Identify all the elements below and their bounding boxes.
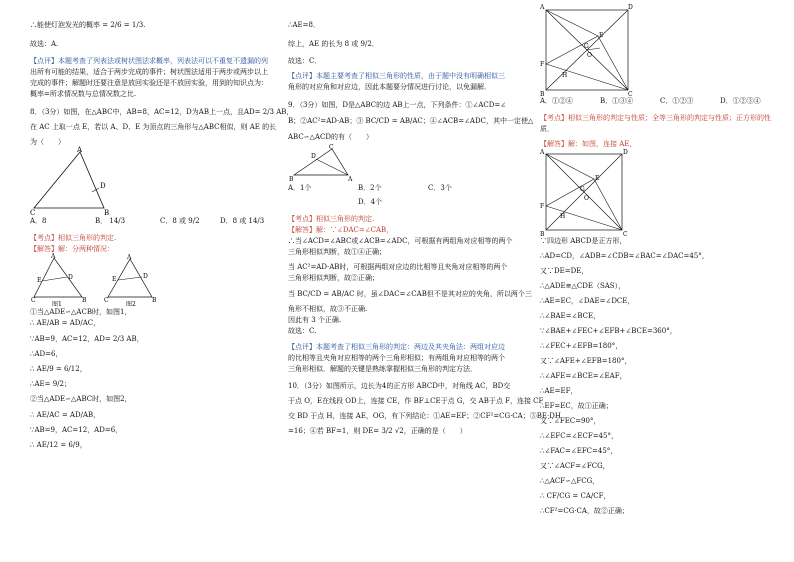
answer-line: 当 AC²=AD·AB时，可根据两组对应边的比相等且夹角对应相等的两个 <box>288 263 508 271</box>
svg-text:D: D <box>623 149 628 156</box>
text-line: 三角形相似．解题的关键是熟练掌握相似三角形的判定方法． <box>288 365 477 373</box>
text-line: 故选：C． <box>288 57 322 65</box>
option-a: A．1个 <box>288 184 312 192</box>
answer-label: 【解答】解：分两种情况： <box>30 245 114 253</box>
svg-text:E: E <box>37 277 42 284</box>
text-line: 角形的对应角和对应边，因此本题要分情况进行讨论，以免漏解． <box>288 83 491 91</box>
svg-text:A: A <box>540 149 545 156</box>
svg-text:D: D <box>311 153 316 160</box>
answer-line: ∴当∠ACD=∠ABC或∠ACB=∠ADC，可根据有两组角对应相等的两个 <box>288 237 513 245</box>
question-9-line: 9．（3分）如图，D是△ABC的边 AB上一点，下列条件：①∠ACD=∠ <box>288 101 507 109</box>
answer-line: 因此有 3 个正确. <box>288 316 342 324</box>
square-abcd-diagram-2 <box>540 150 640 236</box>
question-10-line: =16；④若 BF=1，则 DE= 3/2 √2，正确的是（ ） <box>288 427 467 435</box>
answer-line: 当 BC/CD = AB/AC 时，虽∠DAC=∠CAB但不是其对应的夹角，所以两个三 <box>288 290 532 298</box>
svg-text:A: A <box>77 146 83 154</box>
reason-line: ∵四边形 ABCD是正方形， <box>540 237 627 245</box>
svg-text:B: B <box>104 209 110 217</box>
solution-line: ∴AE= 9/2； <box>30 380 71 388</box>
solution-line: ①当△ADE∽△ACB时，如图1， <box>30 308 132 316</box>
reason-line: 又∵∠FEC=90°， <box>540 417 601 425</box>
option-b: B．2个 <box>358 184 382 192</box>
triangle-figure-q8 <box>30 148 275 216</box>
option-b: B． 14/3 <box>95 217 126 225</box>
reason-line: ∴AE=EF， <box>540 387 578 395</box>
svg-text:D: D <box>143 273 148 280</box>
reason-line: ∴AD=CD，∠ADB=∠CDB=∠BAC=∠DAC=45°， <box>540 252 709 260</box>
figure-1-label: 图1 <box>52 301 62 308</box>
solution-line: ∵AB=9，AC=12，AD=6， <box>30 426 123 434</box>
svg-text:E: E <box>599 32 604 39</box>
text-line: 故选：A. <box>30 40 59 48</box>
square-figure-bottom <box>540 150 780 236</box>
reason-line: ∴△ACF∽△FCG， <box>540 477 600 485</box>
answer-line: 【解答】解：如图，连接 AE， <box>540 140 637 148</box>
svg-text:B: B <box>540 231 545 238</box>
reason-line: 又∵DE=DE， <box>540 267 589 275</box>
square-abcd-diagram <box>540 4 640 96</box>
column-3 <box>540 0 780 562</box>
svg-text:C: C <box>628 91 633 98</box>
question-9-line: ABC∽△ACD的有（ ） <box>288 133 373 141</box>
answer-line: 【解答】解：∵∠DAC=∠CAB， <box>288 226 394 234</box>
kaodian-label: 【考点】相似三角形的判定. <box>288 215 375 223</box>
answer-line: 三角形相似判断，故②正确； <box>288 274 379 282</box>
text-line: ∴能使灯泡发光的概率 = 2/6 = 1/3. <box>30 21 146 29</box>
q9-options <box>288 183 528 194</box>
svg-text:A: A <box>127 254 132 261</box>
triangle-pair-diagram <box>30 255 190 307</box>
reason-line: ∴ CF/CG = CA/CF， <box>540 492 611 500</box>
reason-line: ∴∠FEC+∠EFB=180°， <box>540 342 623 350</box>
svg-text:E: E <box>112 276 117 283</box>
svg-text:B: B <box>289 176 294 183</box>
question-8-line: 在 AC 上取一点 E，若以 A、D、E 为顶点的三角形与△ABC相似，则 AE 的长 <box>30 123 277 131</box>
svg-text:D: D <box>628 4 633 11</box>
svg-text:F: F <box>540 203 545 210</box>
option-d: D．8 或 14/3 <box>220 217 265 225</box>
answer-line: 故选：C. <box>288 327 317 335</box>
text-line: 完成的事件；解题时还要注意是放回实验还是不放回实验，用到的知识点为： <box>30 79 268 87</box>
svg-text:B: B <box>540 91 545 98</box>
solution-line: ∴ AE/12 = 6/9， <box>30 441 87 449</box>
option-d: D．①②③④ <box>720 97 761 105</box>
svg-text:D: D <box>68 274 73 281</box>
reason-line: ∴AE=EC，∠DAE=∠DCE， <box>540 297 635 305</box>
square-figure-top <box>540 4 780 96</box>
solution-line: ∵AB=9，AC=12，AD= 2/3 AB， <box>30 335 144 343</box>
solution-line: ∴ AE/9 = 6/12， <box>30 365 87 373</box>
triangle-figure-q9 <box>288 143 528 183</box>
solution-line: ②当△ADE∽△ABC时，如图2， <box>30 395 132 403</box>
triangle-abc-diagram <box>30 148 150 216</box>
svg-text:C: C <box>104 297 109 304</box>
question-8-line: 8．（3分）如图，在△ABC中，AB=8，AC=12，D为AB上一点，且AD= 2/3 AB， <box>30 108 294 116</box>
text-line: 的比相等且夹角对应相等的两个三角形相似；有两组角对应相等的两个 <box>288 354 505 362</box>
answer-line: 角形不相似，故③不正确. <box>288 305 368 313</box>
svg-text:C: C <box>31 297 36 304</box>
svg-text:E: E <box>595 175 600 182</box>
question-10-line: 10．（3分）如图所示，边长为4的正方形 ABCD中，对角线 AC，BD交 <box>288 382 511 390</box>
reason-line: ∴CF²=CG·CA，故②正确； <box>540 507 629 515</box>
svg-text:A: A <box>540 4 545 11</box>
reason-line: ∴∠FAC=∠EFC=45°， <box>540 447 618 455</box>
svg-text:C: C <box>30 209 36 217</box>
svg-text:B: B <box>152 297 157 304</box>
column-1 <box>30 0 294 562</box>
svg-text:F: F <box>540 61 545 68</box>
svg-text:O: O <box>587 52 592 59</box>
solution-line: ∴ AE/AC = AD/AB， <box>30 411 101 419</box>
answer-line: 三角形相似判断，故①④正确； <box>288 248 386 256</box>
option-b: B．①③④ <box>600 97 634 105</box>
kaodian-line: 质． <box>540 125 554 133</box>
reason-line: ∴△ADE≌△CDE（SAS）， <box>540 282 626 290</box>
question-10-line: 交 BD 于点 H，连接 AE，OG，有下列结论：①AE=EF；②CF²=CG·CA；③BE·DH <box>288 412 561 420</box>
q10-options <box>540 96 780 107</box>
text-line: ∴AE=8． <box>288 21 320 29</box>
reason-line: ∴∠BAE=∠BCE， <box>540 312 601 320</box>
text-line: 概率=所求情况数与总情况数之比. <box>30 90 137 98</box>
svg-text:D: D <box>100 182 106 190</box>
option-c: C．3个 <box>428 184 452 192</box>
comment-line: 【点评】本题主要考查了相似三角形的性质，由于题中没有明确相似三 <box>288 72 505 80</box>
svg-text:C: C <box>623 231 628 238</box>
svg-text:A: A <box>348 176 353 183</box>
comment-line: 【点评】本题考查了列表法或树状图法求概率，列表法可以不重复不遗漏的列 <box>30 57 268 65</box>
reason-line: ∵∠BAE+∠FEC+∠EFB+∠BCE=360°， <box>540 327 677 335</box>
option-d: D．4个 <box>358 198 383 206</box>
question-8-line: 为（ ） <box>30 138 65 146</box>
option-a: A．8 <box>30 217 47 225</box>
kaodian-label: 【考点】相似三角形的判定. <box>30 234 117 242</box>
kaodian-label: 【考点】相似三角形的判定与性质；全等三角形的判定与性质；正方形的性 <box>540 114 771 122</box>
svg-text:B: B <box>82 297 87 304</box>
comment-line: 【点评】本题考查了相似三角形的判定：两边及其夹角法：两组对应边 <box>288 343 505 351</box>
option-c: C．①②③ <box>660 97 694 105</box>
svg-text:C: C <box>329 144 334 151</box>
text-line: 出所有可能的结果，适合于两步完成的事件；树状图法适用于两步或两步以上 <box>30 68 268 76</box>
svg-text:G: G <box>584 43 589 50</box>
question-9-line: B；②AC²=AD·AB；③ BC/CD = AB/AC；④∠ACB=∠ADC，其中一定使△ <box>288 117 534 125</box>
svg-text:A: A <box>51 253 56 260</box>
reason-line: 又∵∠ACF=∠FCG， <box>540 462 610 470</box>
q8-options <box>30 216 275 227</box>
triangle-acd-diagram <box>288 143 368 183</box>
question-10-line: 于点 O，E在线段 OD上，连接 CE，作 BF⊥CE于点 G，交 AB于点 F，连接 CF <box>288 397 544 405</box>
reason-line: ∴∠EFC=∠ECF=45°， <box>540 432 618 440</box>
figure-2-label: 图2 <box>126 301 136 308</box>
option-a: A．①②④ <box>540 97 574 105</box>
text-line: 综上，AE 的长为 8 或 9/2． <box>288 40 379 48</box>
solution-line: ∴ AE/AB = AD/AC， <box>30 319 101 327</box>
svg-text:G: G <box>580 186 585 193</box>
figures-1-2 <box>30 255 275 307</box>
svg-text:H: H <box>560 213 566 220</box>
reason-line: ∴EF=EC，故①正确； <box>540 402 613 410</box>
reason-line: ∴∠AFE=∠BCE=∠EAF， <box>540 372 627 380</box>
svg-text:O: O <box>584 195 589 202</box>
reason-line: 又∵∠AFE+∠EFB=180°， <box>540 357 632 365</box>
svg-text:H: H <box>562 72 568 79</box>
solution-line: ∴AD=6， <box>30 350 63 358</box>
option-c: C．8 或 9/2 <box>160 217 200 225</box>
